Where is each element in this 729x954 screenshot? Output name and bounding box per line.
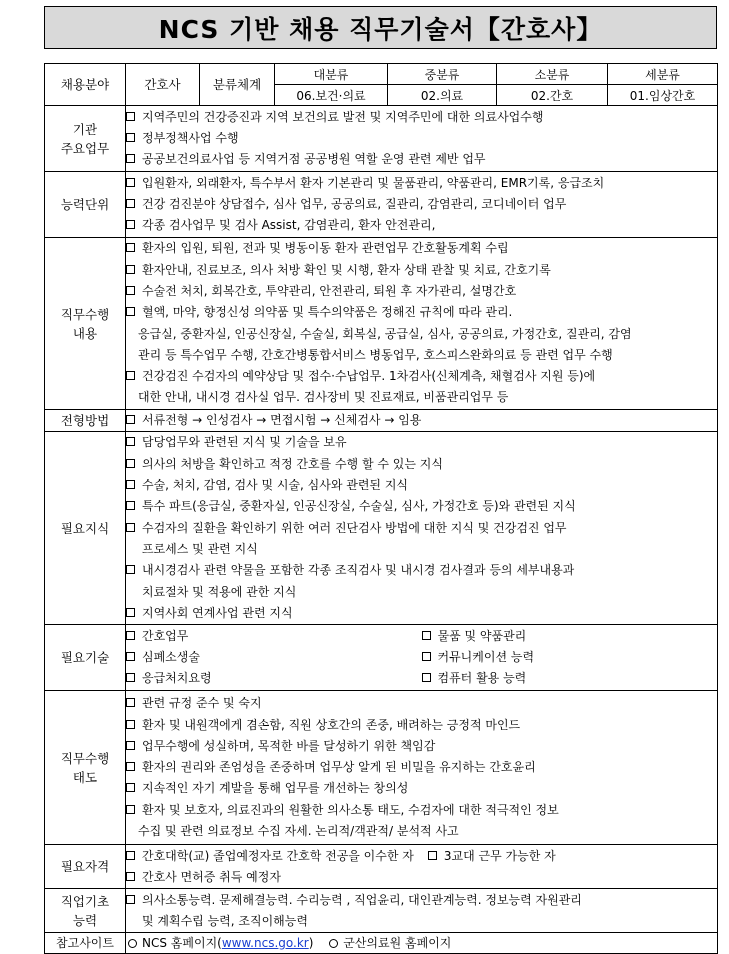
ref-text: ) — [308, 935, 314, 950]
list-item — [126, 496, 717, 517]
item-text: 지역사회 연계사업 관련 지식 — [142, 605, 293, 620]
item-text: 특수 파트(응급실, 중환자실, 인공신장실, 수술실, 심사, 가정간호 등)와 관련된 지식 — [142, 499, 576, 514]
class-middle-header: 중분류 — [388, 64, 497, 85]
checkbox-icon — [126, 872, 135, 881]
list-item — [126, 432, 717, 453]
attitude-content — [126, 691, 718, 845]
checkbox-icon — [126, 459, 135, 468]
class-middle-value: 02.의료 — [388, 85, 497, 106]
item-continuation: 프로세스 및 관련 지식 — [142, 541, 258, 556]
checkbox-icon — [428, 851, 437, 860]
class-minor-value: 02.간호 — [497, 85, 608, 106]
checkbox-icon — [126, 652, 135, 661]
item-text: 관련 규정 준수 및 숙지 — [142, 696, 262, 711]
checkbox-icon — [126, 523, 135, 532]
qualification-content — [126, 845, 718, 889]
list-item — [126, 454, 717, 475]
list-item — [422, 647, 718, 668]
item-text: 수술전 처치, 회복간호, 투약관리, 안전관리, 퇴원 후 자가관리, 설명간호 — [142, 283, 517, 298]
item-continuation: 응급실, 중환자실, 인공신장실, 수술실, 회복실, 공급실, 심사, 공공의료, 가정간호, 질관리, 감염 — [138, 326, 632, 341]
checkbox-icon — [126, 199, 135, 208]
ncs-homepage-link[interactable]: www.ncs.go.kr — [221, 935, 309, 950]
item-text: 건강검진 수검자의 예약상담 및 접수·수납업무. 1차검사(신체계측, 채혈검사 지원 등)에 — [142, 369, 596, 384]
list-item — [126, 194, 717, 215]
list-item — [126, 890, 717, 911]
list-item — [126, 215, 717, 236]
org-duty-content — [126, 106, 718, 172]
skill-right-column — [422, 626, 718, 690]
item-text: 수술, 처치, 감염, 검사 및 시술, 심사와 관련된 지식 — [142, 478, 409, 493]
ref-text: 군산의료원 홈페이지 — [343, 935, 452, 950]
item-text: 환자 및 보호자, 의료진과의 원활한 의사소통 태도, 수검자에 대한 적극적인 정보 — [142, 802, 559, 817]
item-text: 건강 검진분야 상담접수, 심사 업무, 공공의료, 질관리, 감염관리, 코디네이터 업무 — [142, 196, 567, 211]
checkbox-icon — [126, 178, 135, 187]
list-item — [126, 238, 717, 259]
checkbox-icon — [126, 741, 135, 750]
checkbox-icon — [126, 437, 135, 446]
checkbox-icon — [126, 631, 135, 640]
list-item — [422, 626, 718, 647]
list-item — [422, 668, 718, 689]
qualification-label: 필요자격 — [45, 845, 126, 889]
checkbox-icon — [126, 565, 135, 574]
item-continuation: 수집 및 관련 의료정보 수집 자세. 논리적/객관적/ 분석적 사고 — [138, 824, 459, 839]
list-item — [126, 647, 422, 668]
item-text: 정부정책사업 수행 — [142, 130, 239, 145]
item-continuation: 치료절차 및 적용에 관한 지식 — [142, 584, 297, 599]
checkbox-icon — [126, 805, 135, 814]
checkbox-icon — [126, 286, 135, 295]
list-item — [126, 736, 717, 757]
skill-left-column — [126, 626, 422, 690]
item-text: 물품 및 약품관리 — [437, 628, 527, 643]
basic-ability-label-text: 직업기초 능력 — [60, 893, 110, 928]
field-label: 채용분야 — [45, 64, 126, 106]
checkbox-icon — [126, 371, 135, 380]
ref-text: NCS 홈페이지( — [142, 935, 222, 950]
checkbox-icon — [126, 133, 135, 142]
list-item — [126, 603, 717, 624]
item-text: 의사소통능력. 문제해결능력. 수리능력 , 직업윤리, 대인관계능력. 정보능력 자원관리 — [142, 892, 582, 907]
item-text: 각종 검사업무 및 검사 Assist, 감염관리, 환자 안전관리, — [142, 218, 436, 233]
item-text: 3교대 근무 가능한 자 — [443, 848, 556, 863]
list-item — [126, 626, 422, 647]
list-item — [126, 281, 717, 302]
attitude-label-text: 직무수행 태도 — [60, 750, 110, 785]
checkbox-icon — [126, 762, 135, 771]
duty-content-label — [45, 238, 126, 410]
item-text: 환자 및 내원객에게 겸손함, 직원 상호간의 존중, 배려하는 긍정적 마인드 — [142, 717, 521, 732]
list-item — [126, 475, 717, 496]
checkbox-icon — [126, 673, 135, 682]
page-title: NCS 기반 채용 직무기술서【간호사】 — [44, 6, 717, 49]
checkbox-icon — [422, 673, 431, 682]
reference-label: 참고사이트 — [45, 933, 126, 954]
list-item — [126, 260, 717, 281]
basic-ability-content — [126, 889, 718, 933]
circle-bullet-icon — [128, 939, 137, 948]
circle-bullet-icon — [329, 939, 338, 948]
item-text: 지속적인 자기 계발을 통해 업무를 개선하는 창의성 — [142, 781, 409, 796]
list-item — [126, 128, 717, 149]
org-duty-label-text: 기관 주요업무 — [60, 121, 110, 156]
process-content — [126, 410, 718, 432]
checkbox-icon — [126, 154, 135, 163]
list-item — [126, 778, 717, 799]
list-item — [126, 173, 717, 194]
item-text: 지역주민의 건강증진과 지역 보건의료 발전 및 지역주민에 대한 의료사업수행 — [142, 109, 544, 124]
item-continuation: 관리 등 특수업무 수행, 간호간병통합서비스 병동업무, 호스피스완화의료 등 관련 업무 수행 — [138, 347, 613, 362]
checkbox-icon — [126, 220, 135, 229]
checkbox-icon — [126, 851, 135, 860]
basic-ability-label — [45, 889, 126, 933]
ability-unit-content — [126, 172, 718, 238]
class-minor-header: 소분류 — [497, 64, 608, 85]
list-item — [126, 149, 717, 170]
class-label: 분류체계 — [200, 64, 275, 106]
checkbox-icon — [126, 698, 135, 707]
item-text: 환자의 입원, 퇴원, 전과 및 병동이동 환자 관련업무 간호활동계획 수립 — [142, 241, 509, 256]
list-item — [126, 800, 717, 821]
item-text: 공공보건의료사업 등 지역거점 공공병원 역할 운영 관련 제반 업무 — [142, 152, 486, 167]
item-text: 환자의 권리와 존엄성을 존중하며 업무상 알게 된 비밀을 유지하는 간호윤리 — [142, 760, 536, 775]
list-item — [126, 867, 717, 888]
list-item — [126, 668, 422, 689]
checkbox-icon — [422, 652, 431, 661]
list-item — [126, 846, 717, 867]
checkbox-icon — [126, 307, 135, 316]
ability-unit-label: 능력단위 — [45, 172, 126, 238]
item-text: 환자안내, 진료보조, 의사 처방 확인 및 시행, 환자 상태 관찰 및 치료, 간호기록 — [142, 262, 551, 277]
item-text: 응급처치요령 — [142, 671, 212, 686]
checkbox-icon — [126, 480, 135, 489]
duty-content-label-text: 직무수행 내용 — [60, 306, 110, 341]
checkbox-icon — [126, 112, 135, 121]
class-major-header: 대분류 — [275, 64, 388, 85]
list-item — [126, 560, 717, 581]
item-text: 간호업무 — [142, 628, 189, 643]
knowledge-label: 필요지식 — [45, 432, 126, 625]
skill-content — [126, 625, 718, 691]
item-continuation: 대한 안내, 내시경 검사실 업무. 검사장비 및 진료재료, 비품관리업무 등 — [138, 390, 509, 405]
list-item — [126, 366, 717, 387]
field-value: 간호사 — [126, 64, 200, 106]
checkbox-icon — [126, 608, 135, 617]
checkbox-icon — [126, 243, 135, 252]
knowledge-content — [126, 432, 718, 625]
list-item — [126, 107, 717, 128]
attitude-label — [45, 691, 126, 845]
checkbox-icon — [126, 415, 135, 424]
list-item — [126, 693, 717, 714]
checkbox-icon — [126, 720, 135, 729]
process-label: 전형방법 — [45, 410, 126, 432]
org-duty-label — [45, 106, 126, 172]
skill-label: 필요기술 — [45, 625, 126, 691]
item-text: 커뮤니케이션 능력 — [437, 650, 535, 665]
checkbox-icon — [126, 501, 135, 510]
item-text: 내시경검사 관련 약물을 포함한 각종 조직검사 및 내시경 검사결과 등의 세부내용과 — [142, 563, 575, 578]
class-detail-header: 세분류 — [608, 64, 718, 85]
item-text: 심폐소생술 — [142, 650, 200, 665]
item-text: 의사의 처방을 확인하고 적정 간호를 수행 할 수 있는 지식 — [142, 456, 443, 471]
list-item — [126, 302, 717, 323]
list-item — [126, 518, 717, 539]
item-continuation: 및 계획수립 능력, 조직이해능력 — [142, 913, 308, 928]
item-text: 담당업무와 관련된 지식 및 기술을 보유 — [142, 435, 347, 450]
checkbox-icon — [126, 783, 135, 792]
item-text: 업무수행에 성실하며, 목적한 바를 달성하기 위한 책임감 — [142, 738, 436, 753]
list-item — [126, 715, 717, 736]
item-text: 서류전형 → 인성검사 → 면접시험 → 신체검사 → 임용 — [142, 413, 422, 427]
class-detail-value: 01.임상간호 — [608, 85, 718, 106]
list-item — [126, 757, 717, 778]
job-description-table — [44, 63, 718, 954]
item-text: 간호대학(교) 졸업예정자로 간호학 전공을 이수한 자 — [142, 848, 414, 863]
item-text: 간호사 면허증 취득 예정자 — [142, 869, 281, 884]
class-major-value: 06.보건·의료 — [275, 85, 388, 106]
item-text: 컴퓨터 활용 능력 — [437, 671, 527, 686]
duty-content — [126, 238, 718, 410]
item-text: 혈액, 마약, 향정신성 의약품 및 특수의약품은 정해진 규칙에 따라 관리. — [142, 305, 513, 320]
checkbox-icon — [126, 265, 135, 274]
checkbox-icon — [422, 631, 431, 640]
list-item — [126, 410, 717, 431]
checkbox-icon — [126, 895, 135, 904]
item-text: 입원환자, 외래환자, 특수부서 환자 기본관리 및 물품관리, 약품관리, EMR기록, 응급조치 — [142, 175, 605, 190]
item-text: 수검자의 질환을 확인하기 위한 여러 진단검사 방법에 대한 지식 및 건강검진 업무 — [142, 520, 567, 535]
